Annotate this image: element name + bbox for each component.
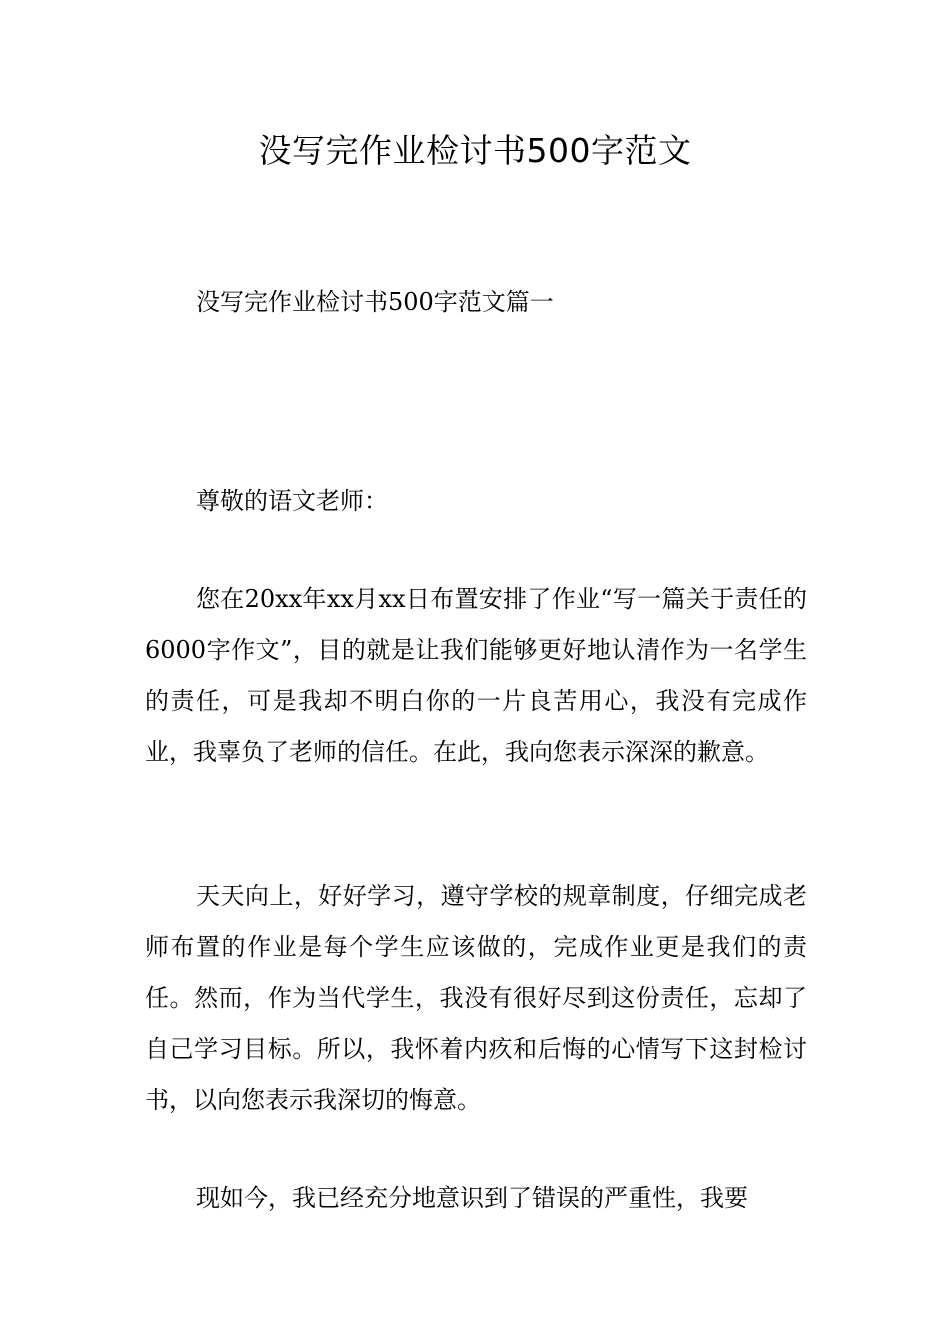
section-heading: 没写完作业检讨书500字范文篇一 xyxy=(196,288,554,316)
body-paragraph-3: 现如今，我已经充分地意识到了错误的严重性，我要 xyxy=(196,1184,748,1212)
body-paragraph-1: 您在20xx年xx月xx日布置安排了作业“写一篇关于责任的6000字作文”，目的就是让我们能够更好地认清作为一名学生的责任，可是我却不明白你的一片良苦用心，我没有完成作业，我辜负了老师的信任。在此，我向您表示深深的歉意。 xyxy=(145,585,807,766)
body-paragraph-2: 天天向上，好好学习，遵守学校的规章制度，仔细完成老师布置的作业是每个学生应该做的，完成作业更是我们的责任。然而，作为当代学生，我没有很好尽到这份责任，忘却了自己学习目标。所以，我怀着内疚和后悔的心情写下这封检讨书，以向您表示我深切的悔意。 xyxy=(145,882,807,1114)
document-title: 没写完作业检讨书500字范文 xyxy=(258,131,692,170)
letter-greeting: 尊敬的语文老师： xyxy=(196,487,388,515)
